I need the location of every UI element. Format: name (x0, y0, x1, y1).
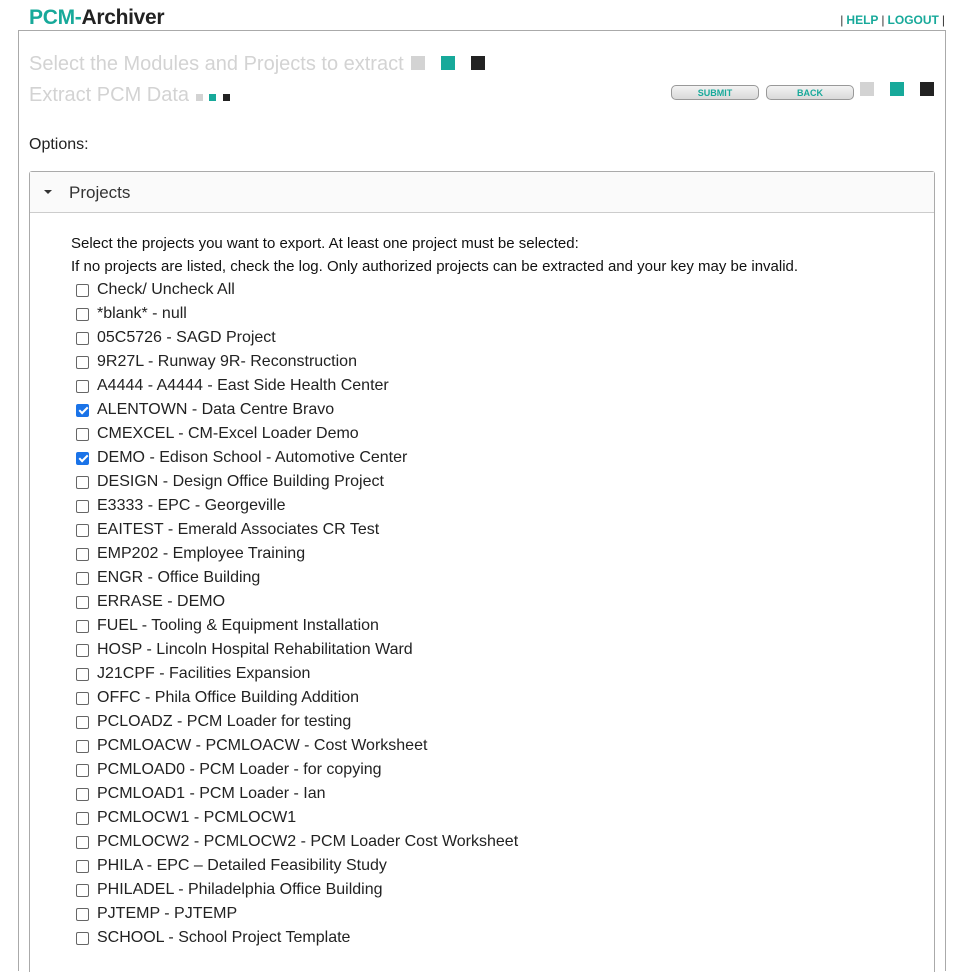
instruction-text: If no projects are listed, check the log. Only authorized projects can be extracted and your key may be invalid. (71, 258, 799, 275)
project-checkbox[interactable] (76, 356, 89, 369)
project-label[interactable]: A4444 - A4444 - East Side Health Center (97, 377, 389, 394)
collapse-caret-icon[interactable] (44, 190, 52, 194)
project-label[interactable]: EMP202 - Employee Training (97, 545, 306, 562)
decor-square-teal (441, 56, 455, 70)
project-checkbox[interactable] (76, 860, 89, 873)
project-label[interactable]: DEMO - Edison School - Automotive Center (97, 449, 408, 466)
project-label[interactable]: HOSP - Lincoln Hospital Rehabilitation Ward (97, 641, 413, 658)
options-label: Options: (29, 136, 89, 153)
project-label[interactable]: PCMLOCW2 - PCMLOCW2 - PCM Loader Cost Worksheet (97, 833, 519, 850)
project-checkbox[interactable] (76, 716, 89, 729)
project-checkbox[interactable] (76, 308, 89, 321)
project-label[interactable]: ERRASE - DEMO (97, 593, 226, 610)
decor-square-light (196, 94, 203, 101)
project-row[interactable] (76, 830, 518, 854)
project-label[interactable]: 05C5726 - SAGD Project (97, 329, 276, 346)
project-row[interactable] (76, 662, 310, 686)
check-all-row[interactable] (76, 278, 235, 302)
project-checkbox[interactable] (76, 692, 89, 705)
project-row[interactable] (76, 494, 286, 518)
nav-separator: | (840, 13, 844, 27)
project-checkbox[interactable] (76, 524, 89, 537)
project-label[interactable]: PCMLOACW - PCMLOACW - Cost Worksheet (97, 737, 428, 754)
project-row[interactable] (76, 710, 351, 734)
project-label[interactable]: PHILADEL - Philadelphia Office Building (97, 881, 383, 898)
project-checkbox[interactable] (76, 740, 89, 753)
project-label[interactable]: EAITEST - Emerald Associates CR Test (97, 521, 380, 538)
projects-panel-title: Projects (69, 183, 131, 202)
project-row[interactable] (76, 566, 260, 590)
project-row[interactable] (76, 446, 407, 470)
project-label[interactable]: CMEXCEL - CM-Excel Loader Demo (97, 425, 359, 442)
project-row[interactable] (76, 902, 237, 926)
projects-panel-header[interactable] (30, 172, 934, 213)
project-row[interactable] (76, 806, 296, 830)
project-checkbox[interactable] (76, 572, 89, 585)
project-checkbox[interactable] (76, 548, 89, 561)
project-label[interactable]: PCMLOAD1 - PCM Loader - Ian (97, 785, 326, 802)
project-row[interactable] (76, 926, 350, 950)
decor-square-light (860, 82, 874, 96)
project-label[interactable]: ALENTOWN - Data Centre Bravo (97, 401, 335, 418)
project-checkbox[interactable] (76, 332, 89, 345)
check-all-checkbox[interactable] (76, 284, 89, 297)
nav-separator: | (881, 13, 885, 27)
project-checkbox[interactable] (76, 500, 89, 513)
submit-button[interactable]: SUBMIT (671, 85, 759, 100)
project-label[interactable]: Check/ Uncheck All (97, 281, 235, 298)
project-row[interactable] (76, 638, 413, 662)
project-row[interactable] (76, 470, 384, 494)
project-label[interactable]: SCHOOL - School Project Template (97, 929, 351, 946)
decor-square-dark (920, 82, 934, 96)
project-row[interactable] (76, 758, 382, 782)
project-label[interactable]: PCMLOCW1 - PCMLOCW1 (97, 809, 297, 826)
project-label[interactable]: *blank* - null (97, 305, 187, 322)
project-checkbox[interactable] (76, 476, 89, 489)
project-label[interactable]: OFFC - Phila Office Building Addition (97, 689, 360, 706)
project-checkbox[interactable] (76, 812, 89, 825)
decor-square-dark (223, 94, 230, 101)
project-checkbox[interactable] (76, 836, 89, 849)
nav-separator: | (941, 13, 945, 27)
project-row[interactable] (76, 854, 387, 878)
project-row[interactable] (76, 350, 357, 374)
project-checkbox[interactable] (76, 620, 89, 633)
project-checkbox[interactable] (76, 596, 89, 609)
decor-square-teal (890, 82, 904, 96)
project-row[interactable] (76, 614, 379, 638)
project-row[interactable] (76, 302, 187, 326)
project-checkbox[interactable] (76, 908, 89, 921)
project-row[interactable] (76, 374, 389, 398)
project-checkbox[interactable] (76, 644, 89, 657)
project-row[interactable] (76, 422, 359, 446)
project-checkbox[interactable] (76, 428, 89, 441)
project-row[interactable] (76, 686, 359, 710)
project-checkbox[interactable] (76, 380, 89, 393)
top-navigation (840, 13, 945, 27)
project-checkbox[interactable] (76, 404, 89, 417)
project-label[interactable]: E3333 - EPC - Georgeville (97, 497, 286, 514)
app-logo (29, 6, 164, 30)
project-label[interactable]: DESIGN - Design Office Building Project (97, 473, 384, 490)
project-row[interactable] (76, 734, 427, 758)
logo-archiver: Archiver (81, 6, 165, 29)
back-button[interactable]: BACK (766, 85, 854, 100)
project-row[interactable] (76, 326, 276, 350)
decor-square-dark (471, 56, 485, 70)
project-row[interactable] (76, 782, 326, 806)
instruction-text: Select the projects you want to export. At least one project must be selected: (71, 235, 579, 252)
project-row[interactable] (76, 518, 379, 542)
project-row[interactable] (76, 878, 383, 902)
project-row[interactable] (76, 542, 305, 566)
help-link[interactable]: HELP (846, 13, 879, 27)
page-subtitle: Extract PCM Data (29, 84, 190, 106)
project-checkbox[interactable] (76, 932, 89, 945)
logout-link[interactable]: LOGOUT (887, 13, 939, 27)
decor-square-teal (209, 94, 216, 101)
project-checkbox[interactable] (76, 884, 89, 897)
page-title: Select the Modules and Projects to extract (29, 53, 404, 75)
project-label[interactable]: PCLOADZ - PCM Loader for testing (97, 713, 352, 730)
project-checkbox[interactable] (76, 452, 89, 465)
project-row[interactable] (76, 590, 225, 614)
project-label[interactable]: PCMLOAD0 - PCM Loader - for copying (97, 761, 382, 778)
logo-pcm: PCM- (29, 6, 82, 29)
project-label[interactable]: ENGR - Office Building (97, 569, 261, 586)
project-checkbox[interactable] (76, 788, 89, 801)
project-label[interactable]: 9R27L - Runway 9R- Reconstruction (97, 353, 357, 370)
project-label[interactable]: FUEL - Tooling & Equipment Installation (97, 617, 379, 634)
project-label[interactable]: J21CPF - Facilities Expansion (97, 665, 311, 682)
project-label[interactable]: PJTEMP - PJTEMP (97, 905, 238, 922)
decor-square-light (411, 56, 425, 70)
project-row[interactable] (76, 398, 334, 422)
project-label[interactable]: PHILA - EPC – Detailed Feasibility Study (97, 857, 387, 874)
project-checkbox[interactable] (76, 764, 89, 777)
project-checkbox[interactable] (76, 668, 89, 681)
